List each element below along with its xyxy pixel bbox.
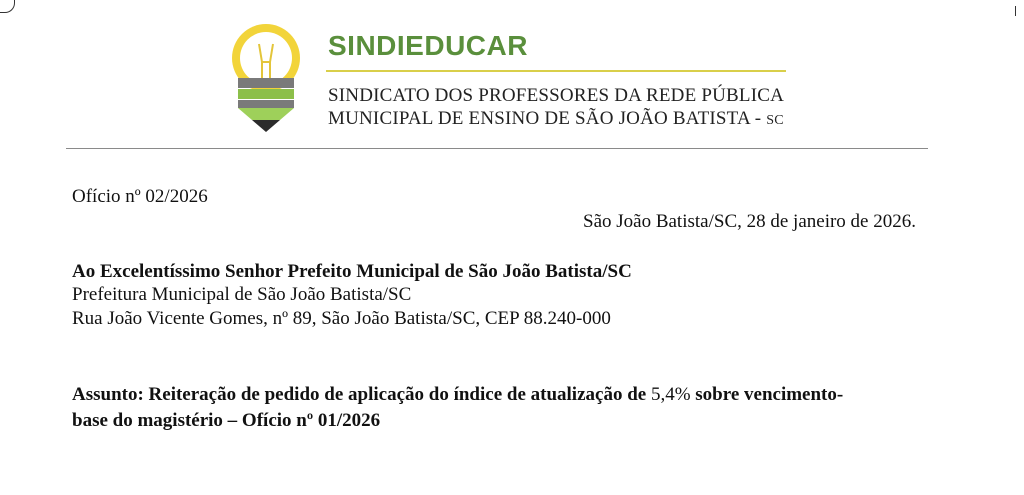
recipient-office: Prefeitura Municipal de São João Batista/SC	[72, 284, 412, 305]
organization-subtitle-line2	[328, 108, 784, 130]
page-edge-mark	[1015, 6, 1024, 16]
lightbulb-pencil-icon	[226, 22, 306, 132]
page-corner-mark	[0, 0, 15, 13]
subject-index-value: 5,4%	[650, 384, 691, 405]
organization-subtitle-state: SC	[766, 113, 784, 128]
header-divider	[66, 148, 928, 149]
organization-subtitle-line1: SINDICATO DOS PROFESSORES DA REDE PÚBLICA	[328, 85, 785, 106]
subject-text-end: sobre vencimento-	[690, 384, 844, 405]
recipient-address: Rua João Vicente Gomes, nº 89, São João Batista/SC, CEP 88.240-000	[72, 308, 611, 329]
organization-name: SINDIEDUCAR	[328, 30, 528, 61]
organization-name-underline	[326, 70, 786, 72]
subject-line2: base do magistério – Ofício nº 01/2026	[72, 410, 381, 431]
subject-line1	[72, 383, 843, 407]
organization-subtitle-text: MUNICIPAL DE ENSINO DE SÃO JOÃO BATISTA -	[328, 108, 767, 129]
recipient-title: Ao Excelentíssimo Senhor Prefeito Municipal de São João Batista/SC	[72, 261, 632, 282]
subject-text-start: Assunto: Reiteração de pedido de aplicação do índice de atualização de	[72, 384, 651, 405]
letter-place-date: São João Batista/SC, 28 de janeiro de 2026.	[583, 211, 916, 232]
letter-reference: Ofício nº 02/2026	[72, 186, 208, 207]
